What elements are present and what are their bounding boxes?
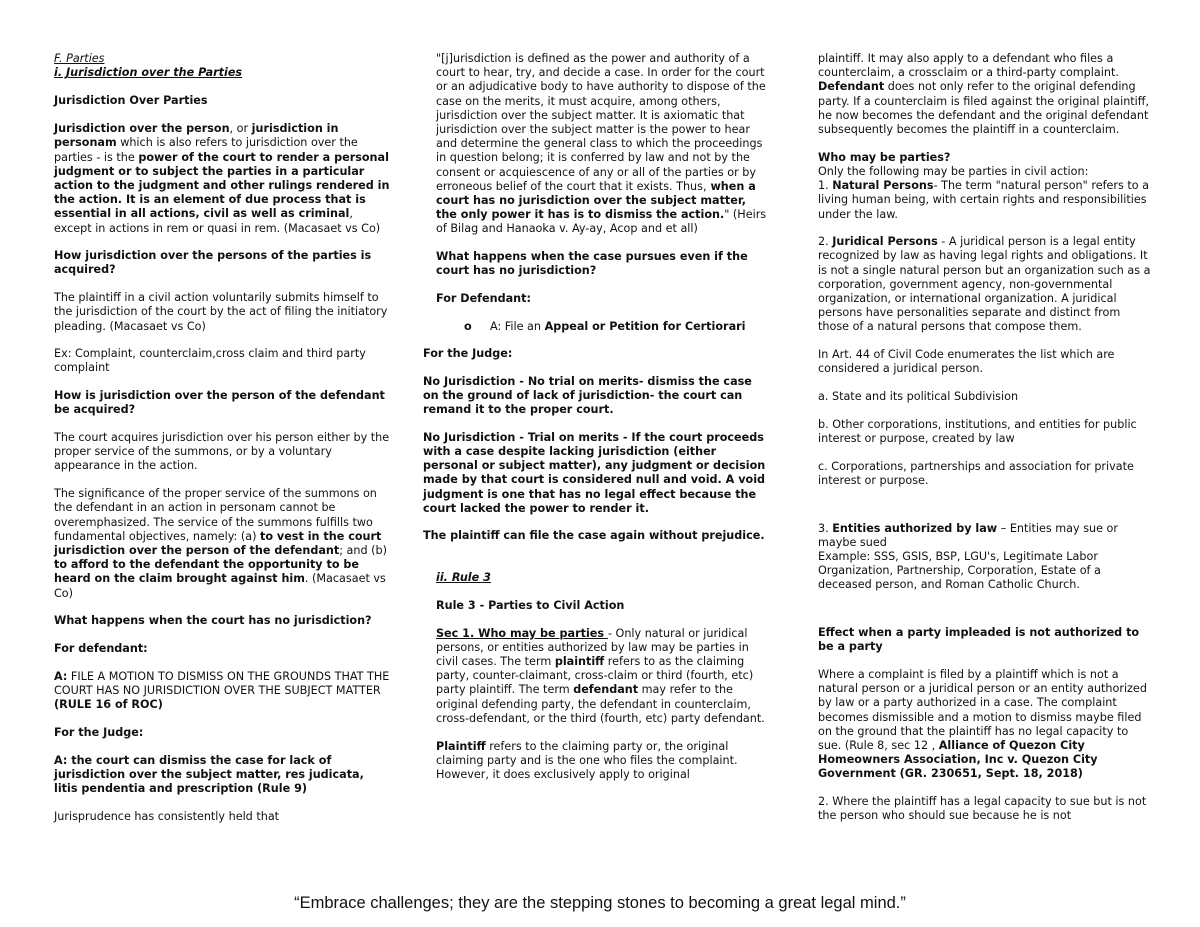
paragraph-trial-merits: No Jurisdiction - Trial on merits - If the court proceeds with a case despite lacking jurisdiction (either personal or subject matter), any judgment or decision made by that court is considered null and void. A void judgment is one that has no legal effect because the court lacked the power to render it. bbox=[423, 430, 766, 515]
question-no-jurisdiction: What happens when the court has no jurisdiction? bbox=[54, 614, 372, 628]
paragraph-examples: Ex: Complaint, counterclaim,cross claim and third party complaint bbox=[54, 347, 366, 375]
paragraph-file-again: The plaintiff can file the case again without prejudice. bbox=[423, 529, 765, 543]
column-2 bbox=[423, 52, 768, 796]
heading-jurisdiction-over-parties: i. Jurisdiction over the Parties bbox=[54, 66, 243, 80]
label-for-judge: For the Judge: bbox=[423, 346, 513, 360]
list-item-c: c. Corporations, partnerships and association for private interest or purpose. bbox=[818, 459, 1134, 487]
paragraph-example: Example: SSS, GSIS, BSP, LGU's, Legitimate Labor Organization, Partnership, Corporation, Estate of a deceased person, and Roman Catholic Church. bbox=[818, 549, 1101, 592]
subtitle-only-following: Only the following may be parties in civil action: bbox=[818, 164, 1089, 178]
footer-quote: “Embrace challenges; they are the stepping stones to becoming a great legal mind.” bbox=[294, 894, 906, 912]
item-juridical-persons: 2. Juridical Persons - A juridical person is a legal entity recognized by law as having legal rights and obligations. It is not a single natural person but an organization such as a corporation, government agency, non-governmental organization, or international organization. A juridical persons have personalities separate and distinct from those of a natural persons that compose them. bbox=[818, 235, 1151, 334]
paragraph-legal-capacity: 2. Where the plaintiff has a legal capacity to sue but is not the person who should sue because he is not bbox=[818, 795, 1147, 823]
column-3 bbox=[818, 52, 1152, 837]
label-for-defendant: For Defendant: bbox=[436, 292, 531, 306]
paragraph-defendant-def: plaintiff. It may also apply to a defendant who files a counterclaim, a crossclaim or a third-party complaint. Defendant does not only refer to the original defending party. If a counterclaim is filed against the original plaintiff, he now becomes the defendant and the original defendant subsequently becomes the plaintiff in a counterclaim. bbox=[818, 52, 1150, 137]
paragraph-jurisprudence: Jurisprudence has consistently held that bbox=[54, 809, 280, 823]
paragraph-jurisdiction-quote: "[j]urisdiction is defined as the power and authority of a court to hear, try, and decide a case. In order for the court or an adjudicative body to have authority to dispose of the case on the merits, it must acquire, among others, jurisdiction over the subject matter. It is axiomatic that jurisdiction over the subject matter is the power to hear and determine the general class to which the proceedings in question belong; it is conferred by law and not by the consent or acquiescence of any or all of the parties or by erroneous belief of the court that it exists. Thus, when a court has no jurisdiction over the subject matter, the only power it has is to dismiss the action." (Heirs of Bilag and Hanaoka v. Ay-ay, Acop and et all) bbox=[436, 52, 767, 236]
rule-3-title: Rule 3 - Parties to Civil Action bbox=[436, 598, 625, 612]
list-item-b: b. Other corporations, institutions, and entities for public interest or purpose, created by law bbox=[818, 417, 1137, 445]
paragraph-plaintiff-def: Plaintiff refers to the claiming party or, the original claiming party and is the one who files the complaint. However, it does exclusively apply to original bbox=[436, 739, 738, 781]
bullet-appeal bbox=[464, 320, 768, 334]
item-natural-persons: 1. Natural Persons- The term "natural person" refers to a living human being, with certain rights and responsibilities under the law. bbox=[818, 179, 1150, 221]
heading-rule-3: ii. Rule 3 bbox=[436, 571, 491, 585]
paragraph-jurisdiction-definition: Jurisdiction over the person, or jurisdiction in personam which is also refers to jurisdiction over the parties - is the power of the court to render a personal judgment or to subject the parties in a particular action to the judgment and other rulings rendered in the action. It is an element of due process that is essential in all actions, civil as well as criminal, except in actions in rem or quasi in rem. (Macasaet vs Co) bbox=[54, 122, 390, 235]
column-1 bbox=[54, 52, 390, 837]
paragraph-court-acquires: The court acquires jurisdiction over his person either by the proper service of the summons, or by a voluntary appearance in the action. bbox=[54, 431, 390, 473]
section-title: Jurisdiction Over Parties bbox=[54, 94, 208, 108]
heading-parties: F. Parties bbox=[54, 52, 105, 65]
paragraph-art-44: In Art. 44 of Civil Code enumerates the list which are considered a juridical person. bbox=[818, 348, 1115, 376]
bullet-mark: o bbox=[464, 319, 472, 333]
list-item-a: a. State and its political Subdivision bbox=[818, 390, 1019, 404]
paragraph-court-dismiss: A: the court can dismiss the case for lack of jurisdiction over the subject matter, res judicata, litis pendentia and prescription (Rule 9) bbox=[54, 753, 364, 795]
question-who-may-be-parties: Who may be parties? bbox=[818, 150, 951, 164]
question-defendant: How is jurisdiction over the person of the defendant be acquired? bbox=[54, 389, 385, 417]
paragraph-no-trial: No Jurisdiction - No trial on merits- dismiss the case on the ground of lack of jurisdiction- the court can remand it to the proper court. bbox=[423, 374, 752, 417]
paragraph-plaintiff: The plaintiff in a civil action voluntarily submits himself to the jurisdiction of the court by the act of filing the initiatory pleading. (Macasaet vs Co) bbox=[54, 291, 388, 333]
label-for-judge: For the Judge: bbox=[54, 725, 144, 739]
paragraph-dismissible: Where a complaint is filed by a plaintiff which is not a natural person or a juridical person or an entity authorized by law or a party authorized in a case. The complaint becomes dismissible and a motion to dismiss maybe filed on the ground that the plaintiff has no legal capacity to sue. (Rule 8, sec 12 , Alliance of Quezon City Homeowners Association, Inc v. Quezon City Government (GR. 230651, Sept. 18, 2018) bbox=[818, 668, 1147, 781]
item-entities-authorized: 3. Entities authorized by law – Entities may sue or maybe sued bbox=[818, 521, 1118, 549]
question-acquired: How jurisdiction over the persons of the parties is acquired? bbox=[54, 249, 372, 277]
question-effect: Effect when a party impleaded is not authorized to be a party bbox=[818, 626, 1140, 654]
paragraph-sec-1: Sec 1. Who may be parties - Only natural or juridical persons, or entities authorized by law may be parties in civil cases. The term plaintiff refers to as the claiming party, counter-claimant, cross-claim or third (fourth, etc) party plaintiff. The term defendant may refer to the original defending party, the defendant in counterclaim, cross-defendant, or the third (fourth, etc) party defendant. bbox=[436, 626, 765, 725]
paragraph-motion-dismiss: A: FILE A MOTION TO DISMISS ON THE GROUNDS THAT THE COURT HAS NO JURISDICTION OVER THE SUBJECT MATTER (RULE 16 of ROC) bbox=[54, 669, 390, 712]
bullet-text: A: File an Appeal or Petition for Certiorari bbox=[490, 319, 746, 333]
question-case-pursues: What happens when the case pursues even if the court has no jurisdiction? bbox=[436, 250, 748, 278]
paragraph-summons: The significance of the proper service of the summons on the defendant in an action in personam cannot be overemphasized. The service of the summons fulfills two fundamental objectives, namely: (a) to vest in the court jurisdiction over the person of the defendant; and (b) to afford to the defendant the opportunity to be heard on the claim brought against him. (Macasaet vs Co) bbox=[54, 487, 387, 600]
label-for-defendant: For defendant: bbox=[54, 642, 148, 655]
